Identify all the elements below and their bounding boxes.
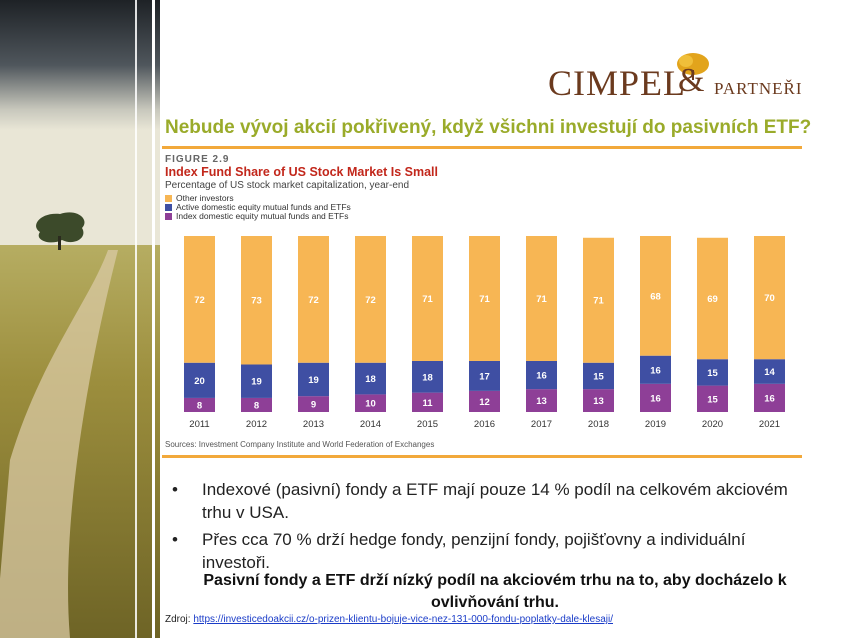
- bar-value-label: 11: [422, 397, 433, 409]
- legend-swatch: [165, 195, 172, 202]
- x-tick-label: 2020: [701, 419, 724, 430]
- bar-value-label: 18: [365, 374, 376, 386]
- slide-heading: Nebude vývoj akcií pokřivený, když všichni investují do pasivních ETF?: [165, 117, 812, 138]
- chart-subtitle: Percentage of US stock market capitalization, year-end: [165, 180, 410, 191]
- x-tick-label: 2016: [473, 419, 496, 430]
- bar-value-label: 16: [650, 393, 661, 405]
- bar-value-label: 72: [308, 294, 319, 306]
- chart-legend: [165, 193, 351, 221]
- figure-label: FIGURE 2.9: [165, 154, 230, 165]
- source-link[interactable]: https://investicedoakcii.cz/o-prizen-klientu-bojuje-vice-nez-131-000-fondu-poplatky-dale-klesaji/: [193, 614, 613, 625]
- chart-bottom-rule: [162, 455, 802, 458]
- x-tick-label: 2011: [189, 419, 210, 430]
- bar-value-label: 15: [707, 394, 718, 406]
- bar-value-label: 69: [707, 293, 718, 305]
- bar-value-label: 19: [308, 374, 319, 386]
- bar-value-label: 16: [536, 370, 547, 382]
- x-tick-label: 2019: [644, 419, 667, 430]
- legend-swatch: [165, 204, 172, 211]
- bar-value-label: 68: [650, 291, 661, 303]
- x-tick-label: 2021: [758, 419, 781, 430]
- source-line: [165, 614, 613, 625]
- bar-value-label: 17: [479, 371, 490, 383]
- bar-value-label: 71: [593, 295, 604, 307]
- decorative-line: [152, 0, 155, 638]
- bar-value-label: 14: [764, 367, 775, 379]
- decorative-line: [135, 0, 137, 638]
- x-tick-label: 2015: [416, 419, 439, 430]
- bar-value-label: 13: [536, 396, 547, 408]
- bar-value-label: 12: [479, 396, 490, 408]
- bar-value-label: 18: [422, 372, 433, 384]
- bullet-symbol: •: [172, 530, 178, 549]
- bar-value-label: 72: [365, 294, 376, 306]
- bar-value-label: 71: [479, 293, 490, 305]
- legend-label: Other investors: [176, 193, 234, 203]
- bar-value-label: 71: [536, 293, 547, 305]
- bullet-item: [172, 478, 812, 524]
- legend-swatch: [165, 213, 172, 220]
- legend-label: Index domestic equity mutual funds and ETFs: [176, 211, 349, 221]
- bar-value-label: 10: [365, 398, 376, 410]
- bar-value-label: 16: [764, 393, 775, 405]
- bars-group: [184, 236, 785, 412]
- x-tick-label: 2012: [245, 419, 268, 430]
- bullet-item: [172, 528, 812, 574]
- conclusion-text: Pasivní fondy a ETF drží nízký podíl na akciovém trhu na to, aby docházelo k ovlivňování trhu.: [203, 572, 787, 611]
- x-tick-label: 2018: [587, 419, 610, 430]
- bar-value-label: 73: [251, 295, 262, 307]
- source-label: Zdroj:: [165, 614, 191, 625]
- bar-value-label: 72: [194, 294, 205, 306]
- x-tick-label: 2017: [530, 419, 553, 430]
- bar-value-label: 19: [251, 376, 262, 388]
- logo-subtext: PARTNEŘI: [714, 79, 803, 98]
- chart-title: Index Fund Share of US Stock Market Is Small: [165, 165, 438, 179]
- legend-label: Active domestic equity mutual funds and ETFs: [176, 202, 351, 212]
- bullet-list: [172, 478, 812, 578]
- bar-value-label: 16: [650, 365, 661, 377]
- bar-value-label: 70: [764, 293, 775, 305]
- bar-value-label: 8: [253, 400, 260, 412]
- x-tick-label: 2013: [302, 419, 325, 430]
- bullet-text: Indexové (pasivní) fondy a ETF mají pouze 14 % podíl na celkovém akciovém trhu v USA.: [202, 480, 788, 522]
- bar-value-label: 8: [196, 400, 203, 412]
- company-logo: [548, 56, 818, 106]
- logo-ampersand: &: [678, 62, 705, 99]
- bullet-text: Přes cca 70 % drží hedge fondy, penzijní fondy, pojišťovny a individuální investoři.: [202, 530, 746, 572]
- bar-value-label: 15: [707, 367, 718, 379]
- bar-value-label: 20: [194, 375, 205, 387]
- chart-source: Sources: Investment Company Institute and World Federation of Exchanges: [165, 440, 435, 449]
- x-axis-labels: [189, 419, 780, 430]
- bar-value-label: 9: [310, 399, 317, 411]
- logo-text: CIMPEL: [548, 63, 687, 103]
- bar-value-label: 13: [593, 396, 604, 408]
- stacked-bar-chart: [162, 146, 802, 458]
- chart-top-rule: [162, 146, 802, 149]
- bar-value-label: 15: [593, 371, 604, 383]
- bar-value-label: 71: [422, 293, 433, 305]
- x-tick-label: 2014: [359, 419, 382, 430]
- bullet-symbol: •: [172, 480, 178, 499]
